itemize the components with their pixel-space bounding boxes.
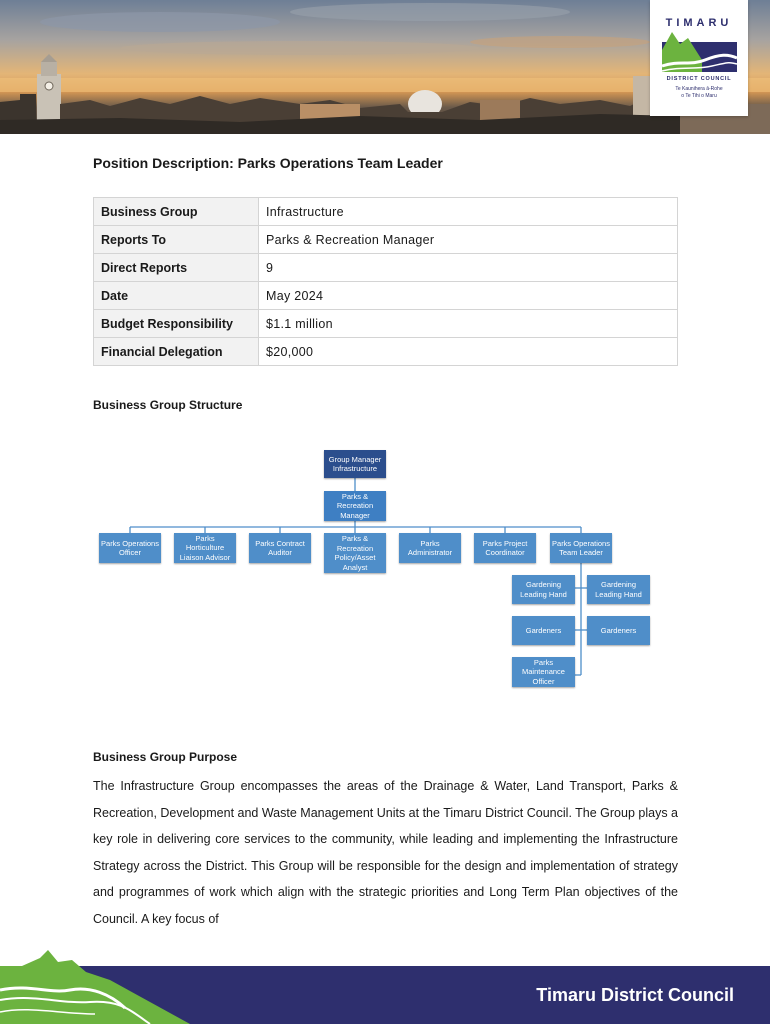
logo-title: TIMARU (665, 17, 733, 29)
logo-tagline-line: o Te Tihi o Maru (681, 93, 717, 99)
org-box-report: Parks Project Coordinator (474, 533, 536, 563)
org-box-report: Parks Administrator (399, 533, 461, 563)
row-label: Direct Reports (94, 254, 259, 282)
row-label: Financial Delegation (94, 338, 259, 366)
position-info-table (93, 197, 678, 366)
row-label: Budget Responsibility (94, 310, 259, 338)
row-label: Date (94, 282, 259, 310)
row-value: $20,000 (259, 338, 678, 366)
table-row (94, 338, 678, 366)
org-box-report: Parks Contract Auditor (249, 533, 311, 563)
row-value: Infrastructure (259, 198, 678, 226)
org-box-team-member: Gardeners (512, 616, 575, 645)
purpose-paragraph: The Infrastructure Group encompasses the areas of the Drainage & Water, Land Transport, Parks & Recreation, Development and Waste Management Units at the Timaru District Council. The Group plays a key role in delivering core services to the community, while leading and implementing the Infrastructure Strategy across the District. This Group will be responsible for the design and implementation of strategy and programmes of work which align with the strategic priorities and Long Term Plan objectives of the Council. A key focus of (93, 779, 678, 926)
purpose-heading: Business Group Purpose (93, 750, 238, 764)
row-value: Parks & Recreation Manager (259, 226, 678, 254)
council-logo (650, 0, 748, 116)
org-box-team-member: Parks Maintenance Officer (512, 657, 575, 687)
org-box-team-leader: Parks Operations Team Leader (550, 533, 612, 563)
footer (0, 950, 770, 1024)
logo-tagline (650, 86, 748, 100)
row-value: May 2024 (259, 282, 678, 310)
logo-tagline-line: Te Kaunihera ā-Rohe (675, 86, 723, 92)
org-box-report: Parks Horticulture Liaison Advisor (174, 533, 236, 563)
row-value: 9 (259, 254, 678, 282)
org-box-parks-manager: Parks & Recreation Manager (324, 491, 386, 521)
org-box-team-member: Gardening Leading Hand (512, 575, 575, 604)
org-box-group-manager: Group Manager Infrastructure (324, 450, 386, 478)
org-box-team-member: Gardening Leading Hand (587, 575, 650, 604)
table-row (94, 282, 678, 310)
mountain-river-icon (650, 30, 748, 74)
table-row (94, 226, 678, 254)
structure-heading: Business Group Structure (93, 398, 243, 412)
table-row (94, 254, 678, 282)
footer-council-name: Timaru District Council (536, 985, 734, 1005)
row-value: $1.1 million (259, 310, 678, 338)
table-row (94, 198, 678, 226)
header-banner (0, 0, 770, 134)
row-label: Business Group (94, 198, 259, 226)
logo-subtitle: DISTRICT COUNCIL (666, 76, 732, 82)
org-box-team-member: Gardeners (587, 616, 650, 645)
org-box-report: Parks & Recreation Policy/Asset Analyst (324, 533, 386, 573)
row-label: Reports To (94, 226, 259, 254)
page-title: Position Description: Parks Operations Team Leader (93, 155, 443, 171)
org-box-report: Parks Operations Officer (99, 533, 161, 563)
table-row (94, 310, 678, 338)
